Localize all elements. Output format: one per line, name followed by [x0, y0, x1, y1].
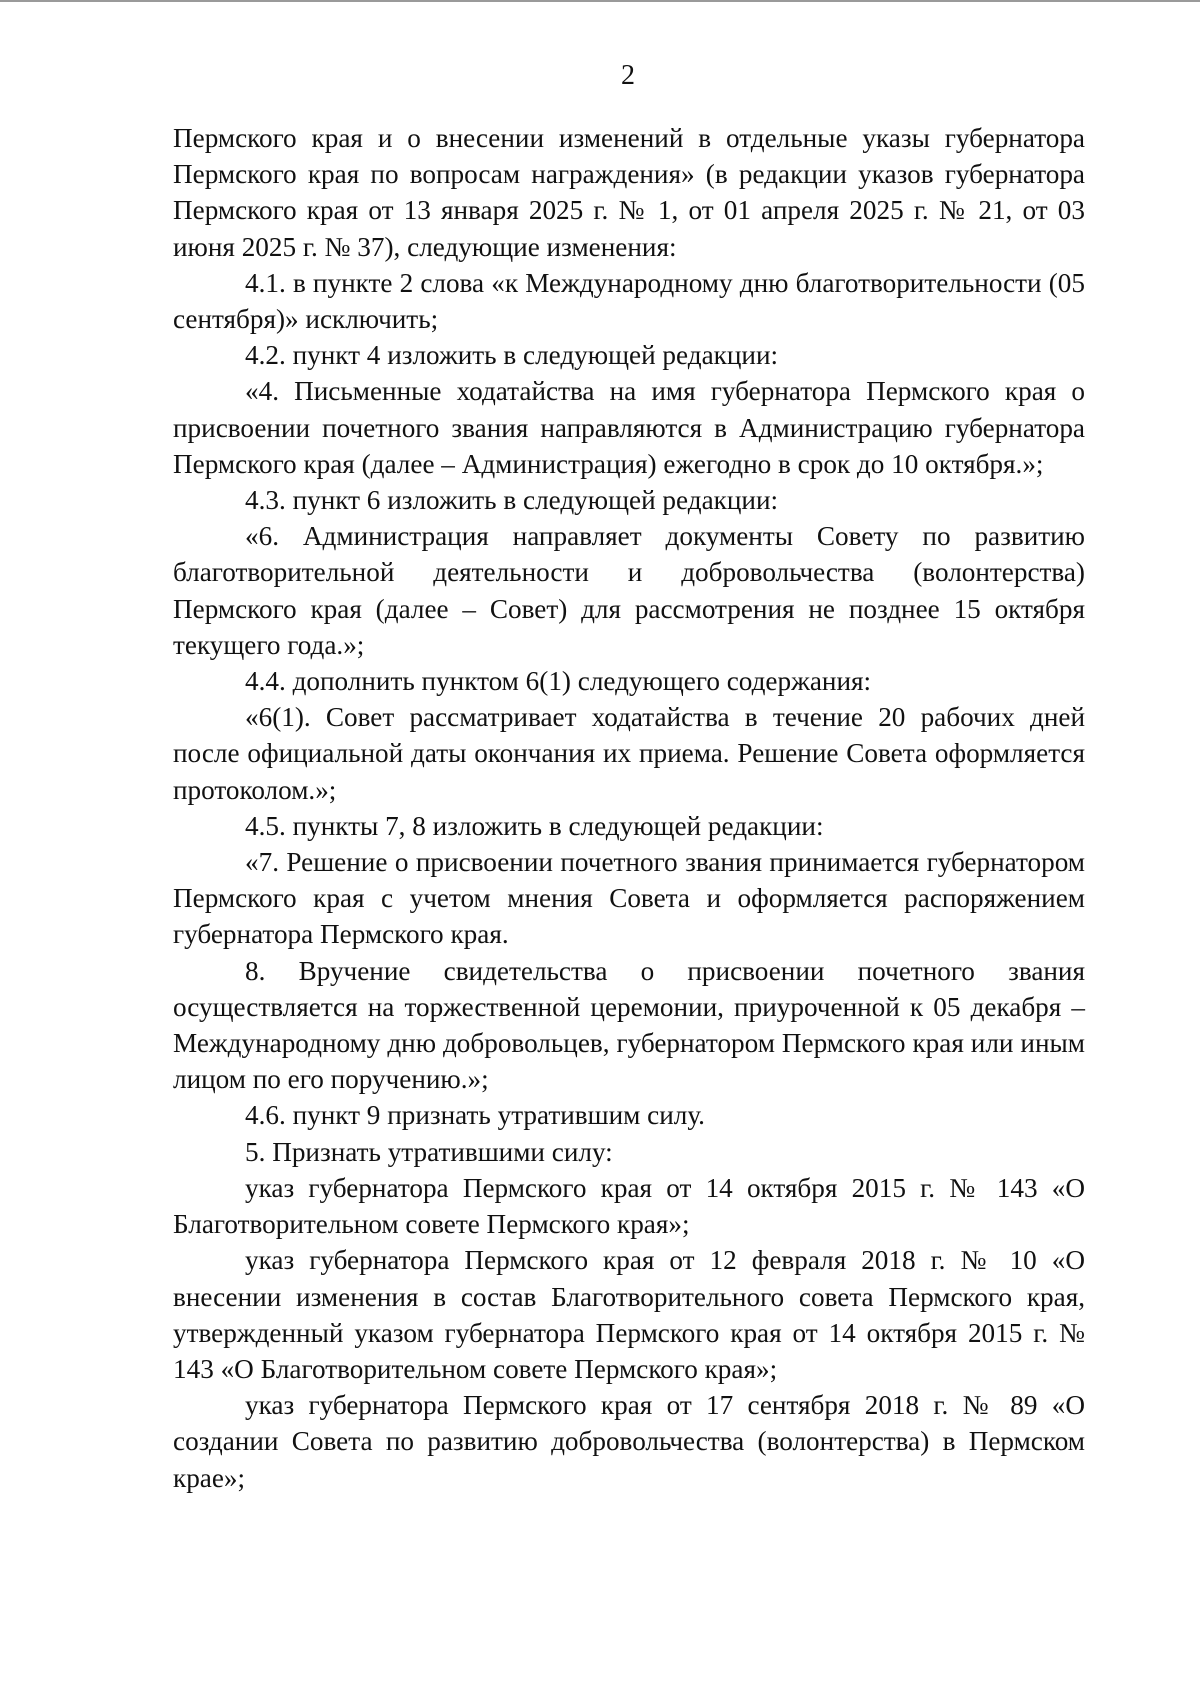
paragraph-repealed-decree-143: указ губернатора Пермского края от 14 октября 2015 г. № 143 «О Благотворительном совете Пермского края»; [173, 1172, 1085, 1240]
paragraph-item-4-3: 4.3. пункт 6 изложить в следующей редакции: [245, 485, 779, 516]
paragraph-item-4-6: 4.6. пункт 9 признать утратившим силу. [245, 1100, 705, 1131]
paragraph-repealed-decree-89: указ губернатора Пермского края от 17 сентября 2018 г. № 89 «О создании Совета по развитию добровольчества (волонтерства) в Пермском крае»; [173, 1390, 1085, 1493]
paragraph-quote-point-8: 8. Вручение свидетельства о присвоении почетного звания осуществляется на торжественной церемонии, приуроченной к 05 декабря – Международному дню добровольцев, губернатором Пермского края или иным лицом по его поручению.»; [173, 955, 1085, 1095]
paragraph-repealed-decree-10: указ губернатора Пермского края от 12 февраля 2018 г. № 10 «О внесении изменения в состав Благотворительного совета Пермского края, утвержденный указом губернатора Пермского края от 14 октября 2015 г. № 143 «О Благотворительном совете Пермского края»; [173, 1245, 1085, 1384]
paragraph-item-4-5: 4.5. пункты 7, 8 изложить в следующей редакции: [245, 810, 824, 841]
paragraph-quote-point-4: «4. Письменные ходатайства на имя губернатора Пермского края о присвоении почетного звания направляются в Администрацию губернатора Пермского края (далее – Администрация) ежегодно в срок до 10 октября.»; [173, 376, 1085, 479]
paragraph-item-4-1: 4.1. в пункте 2 слова «к Международному дню благотворительности (05 сентября)» исключить; [173, 267, 1085, 335]
page-number: 2 [621, 60, 635, 91]
paragraph-quote-point-7: «7. Решение о присвоении почетного звания принимается губернатором Пермского края с учетом мнения Совета и оформляется распоряжением губернатора Пермского края. [173, 847, 1085, 950]
paragraph-quote-point-6-1: «6(1). Совет рассматривает ходатайства в течение 20 рабочих дней после официальной даты окончания их приема. Решение Совета оформляется протоколом.»; [173, 702, 1085, 805]
page-top-edge [0, 0, 1200, 2]
paragraph-quote-point-6: «6. Администрация направляет документы Совету по развитию благотворительной деятельности и добровольчества (волонтерства) Пермского края (далее – Совет) для рассмотрения не позднее 15 октября текущего года.»; [173, 521, 1085, 660]
paragraph-item-5: 5. Признать утратившими силу: [245, 1136, 613, 1167]
paragraph-continuation: Пермского края и о внесении изменений в отдельные указы губернатора Пермского края по вопросам награждения» (в редакции указов губернатора Пермского края от 13 января 2025 г. № 1, от 01 апреля 2025 г. № 21, от 03 июня 2025 г. № 37), следующие изменения: [173, 123, 1085, 262]
paragraph-item-4-2: 4.2. пункт 4 изложить в следующей редакции: [245, 340, 779, 371]
document-body [173, 120, 1085, 1496]
paragraph-item-4-4: 4.4. дополнить пунктом 6(1) следующего содержания: [245, 666, 872, 697]
